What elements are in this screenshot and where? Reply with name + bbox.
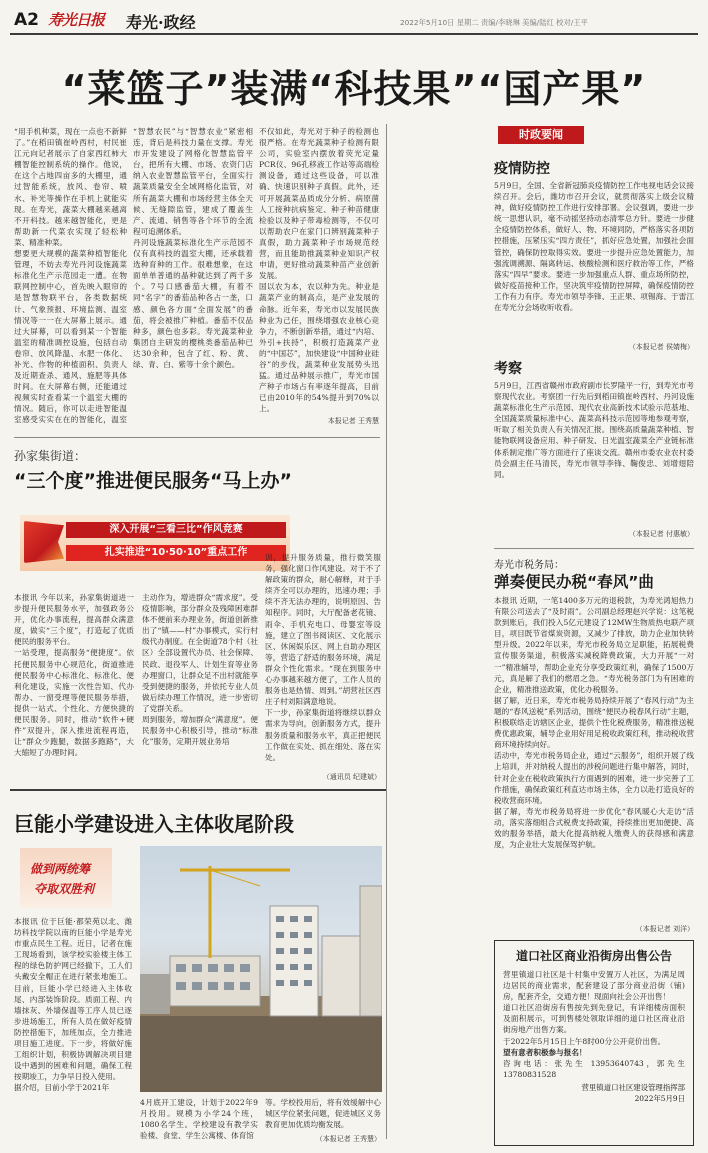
tax-kicker: 寿光市税务局： bbox=[494, 560, 564, 571]
school-paragraph: 据介绍，目前小学于2021年 bbox=[14, 1083, 110, 1093]
notice-date: 2022年5月9日 bbox=[634, 1093, 685, 1103]
lead-article-col-3 bbox=[259, 126, 379, 416]
sidebar-sign-yiqing: （本报记者 侯婧梅） bbox=[628, 343, 694, 351]
service-paragraph: 训，提升服务质量，推行微笑服务，强化窗口作风建设。对于不了解政策的群众，耐心解释，对于手续齐全可以办理的，迅速办理；手续不齐无法办理的，说明原因、告知程序。同时，大厅配备老花镜、雨伞、手机充电口、母婴室等设施，建立了图书阅读区、文化展示区、休闲娱乐区、网上自助办理区等，营造了舒适的服务环境，满足群众个性化需求。“现在到服务中心办事越来越方便了，工作人员的服务也是热情、周到。”胡营社区西庄子村刘阳满意地说。 bbox=[265, 553, 381, 707]
lead-paragraph: 不仅如此，寿光对于种子的检测也很严格。在寿光蔬菜种子检测有限公司，实验室内摆放着荧光定量PCR仪、96孔移液工作站等高端检测设备，通过这些设备，可以准确、快速识别种子真假。此外，还可开展蔬菜品质成分分析、病原菌人工接种抗病鉴定、种子种苗健康检验以及种子带毒检测等，不仅可以帮助农户在家门口辨别蔬菜种子真假，助力蔬菜种子市场规范经营，而且能助推蔬菜种业知识产权申请，更好推动蔬菜种苗产业创新发展。 bbox=[259, 127, 379, 281]
lead-paragraph: 丹河设施蔬菜标准化生产示范园不仅有真科技的温室大棚，还承载着选种育种的工作。很难想象，在这面单单普通的晶种就达到了两千多个。7号口感番茄大棚，有着不同“名字”的番茄品种各占一垄，口感、颜色各方面“全面发展”的番茄，将会被推广种植。番茄不仅品种多，颜色也多彩。寿光蔬菜种业集团自主研发的樱桃类番茄品种已达30余种，包含了红、粉、黄、绿、青、白、紫等十余个颜色。 bbox=[133, 237, 253, 369]
service-paragraph: 主动作为，增进群众“需求度”。受疫情影响，部分群众及残障困难群体不便前来办理业务，街道创新推出了“镇——村”办事模式，实行村级代办制度。在全街道78个村（社区）全部设置代办员、社会保障、民政、退役军人、计划生育等业务办理窗口，让群众足不出村就能享受到便捷的服务，并依托专业人员做后续办理工作情况，进一步密切了党群关系。 bbox=[142, 593, 258, 713]
construction-photo bbox=[140, 846, 382, 1092]
service-col-2 bbox=[142, 592, 258, 792]
page-number: A2 bbox=[14, 10, 39, 30]
lead-paragraph: “智慧农民”与“智慧农业”紧密相连，背后是科技力量在支撑。寿光市开发建设了网格化智慧监管平台，把所有大棚、市场、农资门店纳入农业智慧监管平台，全面实行蔬菜质量安全全域网格化监管，对所有蔬菜大棚和市场经营主体全天候、无缝隙监管，建成了覆盖生产、流通、销售等各个环节的全流程可追溯体系。 bbox=[133, 127, 253, 236]
sidebar-body-kaocha: 5月9日，江西省赣州市政府副市长罗隆平一行，到寿光市考察现代农业。考察团一行先后到稻田镇崔岭西村、丹河设施蔬菜标准化生产示范园、现代农业高新技术试验示范基地、全国蔬菜质量标准中心、蔬菜高科技示范园等地参观考察，听取了相关负责人有关情况汇报。围绕高质量蔬菜种植、智能物联网设备应用、种子研发、日光温室蔬菜全产业链标准体系制定推广等方面进行了座谈交流。赣州市委农业农村委员会副主任马清民，寿光市领导李锋、鞠俊忠、刘增翅陪同。 bbox=[494, 381, 694, 479]
school-col-2 bbox=[140, 1097, 258, 1143]
sidebar-tag-label: 时政要闻 bbox=[519, 128, 563, 141]
service-kicker: 孙家集街道： bbox=[14, 449, 87, 463]
lead-paragraph: “用手机种菜，现在一点也不新鲜了。”在稻田镇崔岭西村，村民崔江元向记者展示了自家西红柿大棚智能控制系统的操作。他说，在这个占地四亩多的大棚里，通过智能系统，放风、卷帘、喷水、补光等操作在手机上就能实现。在寿光，蔬菜大棚越来越离不开科技。越来越智能化，更是帮助新一代菜农实现了轻松种菜、精准种菜。 bbox=[14, 127, 127, 247]
masthead bbox=[0, 0, 708, 44]
notice-body: 营里镇道口社区是十村集中安置万人社区，为满足周边居民的商业需求，配套建设了部分商业沿街（铺)房，配套齐全，交通方便！现面向社会公开出售！ bbox=[503, 970, 685, 1002]
sidebar-body-yiqing: 5月9日，全国、全省新冠肺炎疫情防控工作电视电话会议接续召开。会后，潍坊市召开会议，就贯彻落实上级会议精神，做好疫情防控工作进行安排部署。会议强调，要进一步统一思想认识，毫不动摇坚持动态清零总方针。要进一步健全疫情防控体系，做好人、物、环境同防，严格落实各项防控措施，压紧压实“四方责任”，抓好应急处置，加强社会面管控，确保防控取得实效。要进一步提升应急处置能力，加强流调溯源、隔离转运、核酸检测和医疗救治等工作，严格落实“四早”要求。要进一步加强重点人群、重点场所防控，做好疫苗接种工作，坚决筑牢疫情防控屏障，确保疫情防控工作有力有序。寿光市领导李锋、王正果、项锡海、于雷江在寿光分会场收听收看。 bbox=[494, 181, 694, 313]
notice-body: 道口社区沿街房有售按先到先登记，有详细楼房面积及面积展示，可到售楼处领取详细的道口社区商业沿街房地产出售方案。 bbox=[503, 1003, 685, 1035]
school-banner bbox=[20, 848, 112, 908]
banner-line-1: 深入开展“三看三比”作风竞赛 bbox=[66, 522, 286, 538]
sale-notice bbox=[494, 940, 694, 1146]
banner-flag-icon bbox=[24, 521, 64, 563]
banner-line-1: 做到两统筹 bbox=[30, 862, 91, 876]
service-byline: （通讯员 纪建斌） bbox=[322, 773, 381, 781]
service-paragraph: 本报讯 今年以来，孙家集街道进一步提升便民服务水平，加强政务公开，优化办事流程，提高群众满意度，做实“三个度”，打造起了优质便民的服务平台。 bbox=[14, 593, 134, 647]
notice-body: 于2022年5月15日上午8时00分公开竞价出售。 bbox=[503, 1036, 666, 1046]
school-paragraph: 本报讯 位于巨能·都荣苑以北、潍坊科技学院以南的巨能小学是寿光市重点民生工程。近日，记者在施工现场看到，该学校实验楼主体工程的绿色防护网已经撤下，工人们头戴安全帽正在进行紧张地施工。目前，巨能小学已经进入主体收尾、内部装饰阶段。质面工程、内墙抹灰、外墙保温等工序人员已逐步进场施工，所有人员在做好疫情防控措施下，加班加点，全力推进项目施工进度。下一步，将做好施工组织计划，积极协调解决项目建设中遇到的困难和问题，确保工程按期竣工，力争早日投入使用。 bbox=[14, 917, 132, 1082]
school-paragraph: 4月底开工建设，计划于2022年9月投用。规模为小学24个班，1080名学生。学校建设有教学实验楼、食堂、学生公寓楼、体育馆 bbox=[140, 1098, 258, 1141]
school-byline: （本报记者 王秀慧） bbox=[315, 1135, 381, 1143]
service-paragraph: 一站受理，提高服务“便捷度”。依托便民服务中心规范化，街道推进便民服务中心标准化、标准化、便利化建设，实施一次性告知、代办帮办、一窗受理等便民服务举措，提供一站式、个性化、方便快捷的便民服务。同时，推动“软件+硬件”双提升，深入推进流程再造，让“群众少跑腿，数据多跑路”，大大缩短了办理时间。 bbox=[14, 648, 134, 758]
service-headline: “三个度”推进便民服务“马上办” bbox=[14, 470, 292, 492]
service-paragraph: 下一步，孙家集街道将继续以群众需求为导向，创新服务方式，提升服务质量和服务水平，真正把便民工作做在实处、抓在细处、落在实处。 bbox=[265, 708, 381, 762]
newspaper-logo: 寿光日报 bbox=[48, 11, 105, 29]
lead-headline: “菜篮子”装满“科技果”“国产果” bbox=[61, 67, 647, 111]
banner-line-2: 扎实推进“10·50·10”重点工作 bbox=[66, 545, 286, 561]
lead-paragraph: 想要更大规模的蔬菜种植智能化管理，不妨去寿光丹河设施蔬菜标准化生产示范园走一遭。在物联网控制中心，首先映入眼帘的是智慧物联平台，各类数据统计、气象预报、环境监测、温室情况等一一在大屏幕上展示。通过大屏幕，可以看到某一个智能温室的精准调控设施，包括自动卷帘、放风降温、水肥一体化、补光、作物的种植面积、负责人及近期查杀、通风、施肥等具体时间。在大屏幕右侧，还能通过视频实时查看某一个温室大棚的情况。随后，你可以走进智能温室感受实实在在的智能化，温室 bbox=[14, 249, 127, 425]
service-col-1 bbox=[14, 592, 134, 792]
tax-headline: 弹奏便民办税“春风”曲 bbox=[494, 573, 654, 591]
service-col-3 bbox=[265, 552, 381, 776]
building-site-illustration bbox=[140, 846, 382, 1092]
tax-paragraph: 据了解，近日来，寿光市税务局持续开展了“春风行动”为主题的“春风送税”系列活动，围绕“便民办税春风行动”主题，积极联络走访辖区企业，提供个性化税费服务，精准推送税费优惠政策，辅导企业用好用足税收政策红利，推动税收营商环境持续向好。 bbox=[494, 695, 694, 750]
issue-meta: 2022年5月10日 星期二 责编/李晓琳 美编/陆红 校对/王平 bbox=[400, 18, 588, 27]
sidebar-tag bbox=[498, 126, 584, 144]
notice-highlight: 望有意者积极参与报名！ bbox=[503, 1047, 587, 1057]
school-paragraph: 等。学校投用后，将有效缓解中心城区学位紧张问题，促进城区义务教育更加优质均衡发展。 bbox=[265, 1098, 381, 1130]
tax-byline: （本报记者 刘洋） bbox=[635, 925, 694, 933]
sidebar-title-kaocha: 考察 bbox=[494, 361, 522, 377]
lead-byline: 本报记者 王秀慧 bbox=[327, 417, 379, 425]
tax-paragraph: 本报讯 近期，一笔1400多万元的退税款，为寿光鸿旭热力有限公司送去了“及时雨”。公司副总经理赵兴学说：这笔税款到账后，我们投入5亿元建设了12MW生物质热电联产项目，项目既节省煤炭资源，又减少了排放，助力企业加快转型升级。2022年以来，寿光市税务局立足职能，拓展税费宣传服务渠道，积极落实减税降费政策，大力开展“一对一”精准辅导，帮助企业充分享受政策红利，确保了1500万元，真是解了我们的燃眉之急。“寿光税务部门为有困难的企业，精准推送政策，优化办税服务。 bbox=[494, 596, 694, 694]
lead-article-col-2 bbox=[133, 126, 253, 426]
school-headline: 巨能小学建设进入主体收尾阶段 bbox=[14, 812, 294, 836]
competition-banner bbox=[20, 515, 290, 571]
notice-title: 道口社区商业沿街房出售公告 bbox=[515, 949, 672, 963]
tax-article bbox=[494, 595, 694, 926]
notice-org: 营里镇道口社区建设管理指挥部 bbox=[581, 1082, 685, 1092]
sidebar-sign-kaocha: （本报记者 付惠敏） bbox=[628, 530, 694, 538]
sidebar-title-yiqing: 疫情防控 bbox=[494, 161, 550, 177]
school-col-3 bbox=[265, 1097, 381, 1137]
tax-paragraph: 活动中，寿光市税务局企业，通过“云服务”，组织开展了线上培训，并对纳税人提出的涉税问题进行集中解答，同时，针对企业在税收政策执行方面遇到的困难，进一步完善了工作措施，确保政策红利直达市场主体，全力以赴打造良好的税收营商环境。 bbox=[494, 751, 694, 805]
school-col-1 bbox=[14, 916, 132, 1146]
lead-paragraph: 国以农为本，农以种为先。种业是蔬菜产业的制高点，是产业发展的命脉。近年来，寿光市以发展民族种业为己任，围绕增强农业核心竞争力，不断创新举措，通过“内培、外引+扶持”，积极打造蔬菜产业的“中国芯”，加快建设“中国种业硅谷”的步伐，蔬菜种业发展势头迅猛。通过品种展示推广，寿光市国产种子市场占有率逐年提高，目前已由2010年的54%提升到70%以上。 bbox=[259, 282, 379, 414]
notice-contact: 咨询电话：张先生 13953640743，郭先生 13780831528 bbox=[503, 1058, 685, 1079]
service-paragraph: 周到服务，增加群众“满意度”。便民服务中心积极引导，推动“标准化”服务，定期开展业务培 bbox=[142, 715, 258, 747]
tax-paragraph: 据了解，寿光市税务局将进一步优化“春风暖心大走访”活动，落实落细组合式税费支持政策，持续推出更加便捷、高效的服务举措，最大化提高纳税人缴费人的获得感和满意度，为企业壮大发展保驾护航。 bbox=[494, 806, 694, 850]
lead-article-col-1 bbox=[14, 126, 127, 426]
banner-line-2: 夺取双胜利 bbox=[34, 882, 95, 896]
section-title: 寿光·政经 bbox=[126, 13, 196, 32]
